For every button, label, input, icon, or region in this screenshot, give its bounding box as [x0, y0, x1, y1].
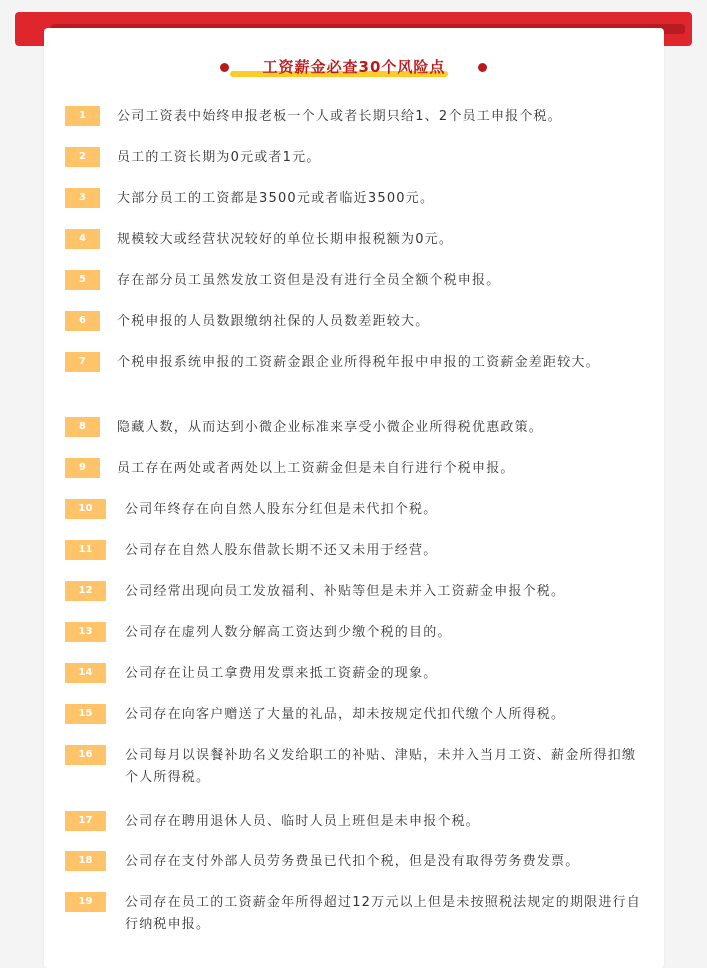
item-number-badge: 18 — [65, 851, 106, 871]
item-text: 存在部分员工虽然发放工资但是没有进行全员全额个税申报。 — [117, 273, 501, 288]
item-text: 员工的工资长期为0元或者1元。 — [117, 150, 321, 165]
item-text: 公司工资表中始终申报老板一个人或者长期只给1、2个员工申报个税。 — [117, 109, 562, 124]
item-text: 员工存在两处或者两处以上工资薪金但是未自行进行个税申报。 — [117, 461, 515, 476]
item-number-badge: 3 — [65, 188, 100, 208]
item-number-badge: 19 — [65, 892, 106, 912]
item-text: 公司每月以误餐补助名义发给职工的补贴、津贴，未并入当月工资、薪金所得扣缴个人所得税。 — [125, 748, 637, 785]
item-number-badge: 9 — [65, 458, 100, 478]
item-number-badge: 8 — [65, 417, 100, 437]
item-number-badge: 12 — [65, 581, 106, 601]
item-number-badge: 17 — [65, 811, 106, 831]
item-text: 公司存在支付外部人员劳务费虽已代扣个税，但是没有取得劳务费发票。 — [125, 854, 580, 869]
item-number-badge: 4 — [65, 229, 100, 249]
item-number-badge: 11 — [65, 540, 106, 560]
item-number-badge: 7 — [65, 352, 100, 372]
content-card — [44, 28, 664, 968]
item-text: 公司存在员工的工资薪金年所得超过12万元以上但是未按照税法规定的期限进行自行纳税申报。 — [125, 895, 641, 932]
item-number-badge: 10 — [65, 499, 106, 519]
item-number-badge: 6 — [65, 311, 100, 331]
item-number-badge: 14 — [65, 663, 106, 683]
item-text: 规模较大或经营状况较好的单位长期申报税额为0元。 — [117, 232, 454, 247]
title-section — [44, 58, 664, 88]
item-number-badge: 15 — [65, 704, 106, 724]
item-text: 隐藏人数，从而达到小微企业标准来享受小微企业所得税优惠政策。 — [117, 420, 544, 435]
item-text: 公司存在虚列人数分解高工资达到少缴个税的目的。 — [125, 625, 452, 640]
item-number-badge: 16 — [65, 745, 106, 765]
item-number-badge: 5 — [65, 270, 100, 290]
item-text: 个税申报的人员数跟缴纳社保的人员数差距较大。 — [117, 314, 430, 329]
page-title: 工资薪金必查30个风险点 — [262, 58, 446, 76]
item-text: 公司存在聘用退休人员、临时人员上班但是未申报个税。 — [125, 814, 481, 829]
item-text: 公司存在自然人股东借款长期不还又未用于经营。 — [125, 543, 438, 558]
item-text: 公司存在让员工拿费用发票来抵工资薪金的现象。 — [125, 666, 438, 681]
item-text: 大部分员工的工资都是3500元或者临近3500元。 — [117, 191, 435, 206]
item-number-badge: 2 — [65, 147, 100, 167]
item-number-badge: 13 — [65, 622, 106, 642]
item-number-badge: 1 — [65, 106, 100, 126]
item-text: 公司存在向客户赠送了大量的礼品，却未按规定代扣代缴个人所得税。 — [125, 707, 566, 722]
item-text: 个税申报系统申报的工资薪金跟企业所得税年报中申报的工资薪金差距较大。 — [117, 355, 600, 370]
item-text: 公司年终存在向自然人股东分红但是未代扣个税。 — [125, 502, 438, 517]
item-text: 公司经常出现向员工发放福利、补贴等但是未并入工资薪金申报个税。 — [125, 584, 566, 599]
